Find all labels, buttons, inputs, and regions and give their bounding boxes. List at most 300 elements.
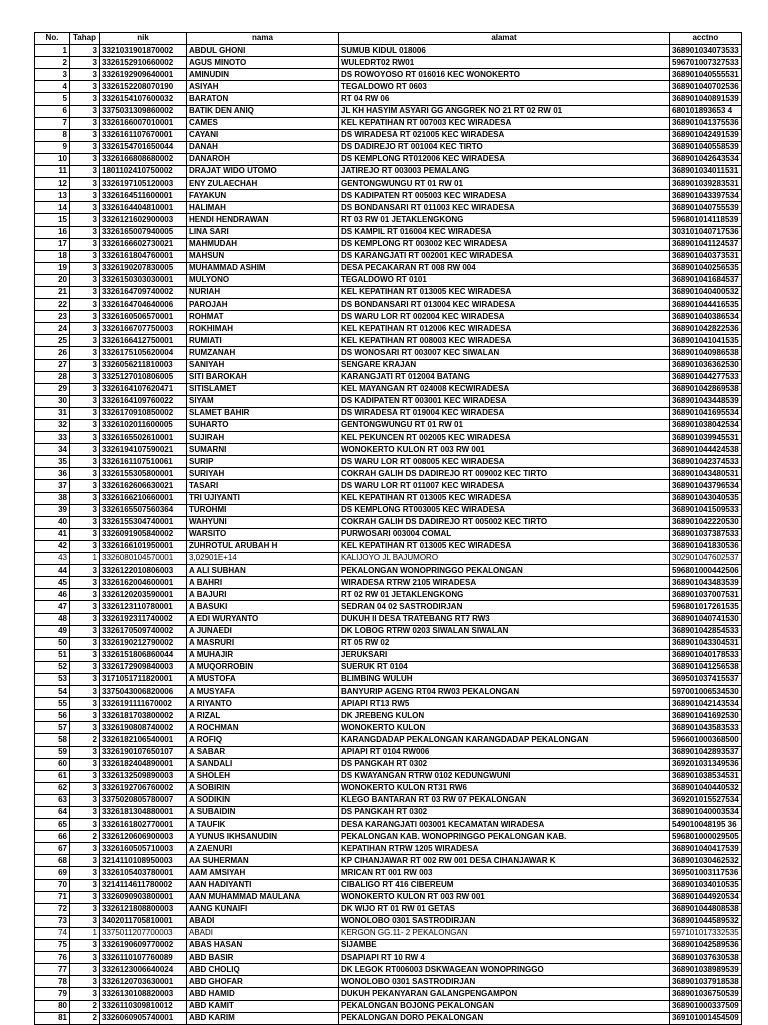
cell-acctno: 368901040256535	[670, 262, 742, 274]
cell-nik: 3326181703800002	[100, 710, 187, 722]
cell-alamat: DSAPIAPI RT 10 RW 4	[339, 952, 670, 964]
cell-nama: LINA SARI	[187, 226, 339, 238]
cell-acctno: 368901040417539	[670, 843, 742, 855]
cell-alamat: COKRAH GALIH DS DADIREJO RT 009002 KEC TIRTO	[339, 468, 670, 480]
cell-nik: 3326181304880001	[100, 807, 187, 819]
cell-acctno: 368901042822536	[670, 323, 742, 335]
cell-nama: ABD GHOFAR	[187, 976, 339, 988]
cell-acctno: 368901043040535	[670, 492, 742, 504]
cell-no: 65	[35, 819, 70, 831]
cell-nama: A SUBAIDIN	[187, 807, 339, 819]
cell-alamat: TEGALDOWO RT 0603	[339, 81, 670, 93]
cell-nama: SITI BAROKAH	[187, 371, 339, 383]
cell-alamat: KEL KEPATIHAN RT 008003 KEC WIRADESA	[339, 335, 670, 347]
cell-tahap: 3	[70, 976, 100, 988]
cell-nik: 3326132509890003	[100, 770, 187, 782]
cell-no: 47	[35, 601, 70, 613]
cell-no: 23	[35, 311, 70, 323]
cell-acctno: 368901042854533	[670, 625, 742, 637]
table-row	[35, 673, 742, 685]
cell-no: 8	[35, 129, 70, 141]
cell-nik: 3326197105120003	[100, 178, 187, 190]
cell-alamat: DK LEGOK RT006003 DSKWAGEAN WONOPRINGGO	[339, 964, 670, 976]
table-row	[35, 81, 742, 93]
beneficiary-table	[34, 32, 742, 1025]
cell-no: 71	[35, 891, 70, 903]
cell-nama: A SHOLEH	[187, 770, 339, 782]
cell-tahap: 3	[70, 262, 100, 274]
cell-nik: 3326190207830005	[100, 262, 187, 274]
cell-acctno: 303101040717536	[670, 226, 742, 238]
cell-alamat: DS WIRADESA RT 021005 KEC WIRADESA	[339, 129, 670, 141]
cell-nama: A JUNAEDI	[187, 625, 339, 637]
cell-nik: 3326165007940005	[100, 226, 187, 238]
cell-tahap: 3	[70, 383, 100, 395]
cell-tahap: 3	[70, 468, 100, 480]
cell-no: 38	[35, 492, 70, 504]
cell-nama: ABADI	[187, 927, 339, 939]
cell-acctno: 368901039945531	[670, 432, 742, 444]
cell-no: 46	[35, 589, 70, 601]
table-row	[35, 141, 742, 153]
cell-alamat: CIBALIGO RT 416 CIBEREUM	[339, 879, 670, 891]
table-row	[35, 698, 742, 710]
cell-nik: 3326102011600005	[100, 420, 187, 432]
table-row	[35, 734, 742, 746]
cell-alamat: DS BONDANSARI RT 013004 KEC WIRADESA	[339, 299, 670, 311]
cell-acctno: 596801000442506	[670, 565, 742, 577]
cell-tahap: 3	[70, 214, 100, 226]
table-row	[35, 867, 742, 879]
cell-nama: A SANDALI	[187, 758, 339, 770]
cell-tahap: 3	[70, 335, 100, 347]
cell-no: 2	[35, 57, 70, 69]
cell-nik: 3375031309860002	[100, 105, 187, 117]
cell-acctno: 368901041124537	[670, 238, 742, 250]
cell-tahap: 3	[70, 311, 100, 323]
cell-no: 30	[35, 395, 70, 407]
cell-nik: 3326166412750001	[100, 335, 187, 347]
cell-alamat: JERUKSARI	[339, 649, 670, 661]
cell-nama: A MASRURI	[187, 637, 339, 649]
cell-nik: 3326175105620004	[100, 347, 187, 359]
cell-nik: 3326150303030001	[100, 274, 187, 286]
cell-nik: 3326162606630021	[100, 480, 187, 492]
cell-nama: A BASUKI	[187, 601, 339, 613]
cell-no: 77	[35, 964, 70, 976]
table-row	[35, 456, 742, 468]
cell-nama: WARSITO	[187, 528, 339, 540]
cell-alamat: MRICAN RT 001 RW 003	[339, 867, 670, 879]
table-row	[35, 964, 742, 976]
cell-no: 5	[35, 93, 70, 105]
cell-alamat: APIAPI RT 0104 RW006	[339, 746, 670, 758]
cell-alamat: PEKALONGAN WONOPRINGGO PEKALONGAN	[339, 565, 670, 577]
cell-alamat: KEL KEPATIHAN RT 012006 KEC WIRADESA	[339, 323, 670, 335]
cell-acctno: 368901042589536	[670, 940, 742, 952]
cell-nik: 3326123110780001	[100, 601, 187, 613]
cell-tahap: 2	[70, 1000, 100, 1012]
cell-acctno: 368901036750539	[670, 988, 742, 1000]
cell-alamat: KEL MAYANGAN RT 024008 KECWIRADESA	[339, 383, 670, 395]
cell-nama: SITISLAMET	[187, 383, 339, 395]
table-row	[35, 625, 742, 637]
cell-nama: ABDUL GHONI	[187, 45, 339, 57]
cell-no: 76	[35, 952, 70, 964]
cell-nama: A ROFIQ	[187, 734, 339, 746]
cell-alamat: DS KADIPATEN RT 005003 KEC WIRADESA	[339, 190, 670, 202]
cell-no: 35	[35, 456, 70, 468]
table-row	[35, 819, 742, 831]
cell-tahap: 3	[70, 81, 100, 93]
table-row	[35, 395, 742, 407]
cell-alamat: DS KWAYANGAN RTRW 0102 KEDUNGWUNI	[339, 770, 670, 782]
cell-nik: 3326190609770002	[100, 940, 187, 952]
cell-nik: 3326154701650044	[100, 141, 187, 153]
cell-tahap: 3	[70, 807, 100, 819]
cell-acctno: 368901040755539	[670, 202, 742, 214]
cell-nama: SUMARNI	[187, 444, 339, 456]
cell-alamat: DS KEMPLONG RT012006 KEC WIRADESA	[339, 153, 670, 165]
header-nik: nik	[100, 33, 187, 45]
table-row	[35, 468, 742, 480]
table-row	[35, 504, 742, 516]
cell-alamat: BANYURIP AGENG RT04 RW03 PEKALONGAN	[339, 686, 670, 698]
cell-tahap: 3	[70, 988, 100, 1000]
cell-acctno: 368901043483539	[670, 577, 742, 589]
cell-tahap: 3	[70, 903, 100, 915]
cell-tahap: 3	[70, 226, 100, 238]
cell-alamat: DS DADIREJO RT 001004 KEC TIRTO	[339, 141, 670, 153]
cell-tahap: 3	[70, 420, 100, 432]
cell-tahap: 3	[70, 504, 100, 516]
cell-acctno: 368901043304531	[670, 637, 742, 649]
cell-acctno: 368901040440532	[670, 782, 742, 794]
cell-nik: 3326120606900003	[100, 831, 187, 843]
cell-no: 9	[35, 141, 70, 153]
header-tahap: Tahap	[70, 33, 100, 45]
cell-nama: A MUQORROBIN	[187, 661, 339, 673]
cell-no: 66	[35, 831, 70, 843]
cell-alamat: COKRAH GALIH DS DADIREJO RT 005002 KEC TIRTO	[339, 516, 670, 528]
cell-alamat: DS KADIPATEN RT 003001 KEC WIRADESA	[339, 395, 670, 407]
cell-tahap: 3	[70, 891, 100, 903]
cell-alamat: KLEGO BANTARAN RT 03 RW 07 PEKALONGAN	[339, 794, 670, 806]
cell-nama: TUROHMI	[187, 504, 339, 516]
cell-nik: 3375011207700003	[100, 927, 187, 939]
cell-nik: 3326110107760089	[100, 952, 187, 964]
table-row	[35, 903, 742, 915]
cell-alamat: DS WARU LOR RT 011007 KEC WIRADESA	[339, 480, 670, 492]
cell-acctno: 368901038989539	[670, 964, 742, 976]
header-no: No.	[35, 33, 70, 45]
cell-tahap: 3	[70, 661, 100, 673]
cell-no: 37	[35, 480, 70, 492]
cell-acctno: 368901037630538	[670, 952, 742, 964]
table-row	[35, 746, 742, 758]
cell-nik: 3326091905840002	[100, 528, 187, 540]
cell-nik: 3326160506570001	[100, 311, 187, 323]
cell-acctno: 368901041692530	[670, 710, 742, 722]
cell-nik: 3326166707750003	[100, 323, 187, 335]
cell-acctno: 368901034073533	[670, 45, 742, 57]
cell-nama: SUJIRAH	[187, 432, 339, 444]
cell-tahap: 3	[70, 843, 100, 855]
table-row	[35, 855, 742, 867]
cell-nik: 3326120703630001	[100, 976, 187, 988]
table-row	[35, 274, 742, 286]
cell-no: 78	[35, 976, 70, 988]
cell-nik: 3326151806860044	[100, 649, 187, 661]
table-row	[35, 601, 742, 613]
table-row	[35, 758, 742, 770]
cell-no: 43	[35, 553, 70, 565]
cell-nama: AMINUDIN	[187, 69, 339, 81]
cell-alamat: KEL KEPATIHAN RT 013005 KEC WIRADESA	[339, 492, 670, 504]
cell-nik: 3326155305800001	[100, 468, 187, 480]
cell-tahap: 3	[70, 190, 100, 202]
cell-alamat: BLIMBING WULUH	[339, 673, 670, 685]
cell-tahap: 3	[70, 528, 100, 540]
cell-acctno: 368901030462532	[670, 855, 742, 867]
cell-alamat: DS KARANGJATI RT 002001 KEC WIRADESA	[339, 250, 670, 262]
cell-alamat: WONOKERTO KULON RT31 RW6	[339, 782, 670, 794]
cell-nama: ASIYAH	[187, 81, 339, 93]
table-row	[35, 250, 742, 262]
cell-nama: ENY ZULAECHAH	[187, 178, 339, 190]
table-row	[35, 613, 742, 625]
cell-no: 60	[35, 758, 70, 770]
cell-acctno: 368901040558539	[670, 141, 742, 153]
cell-nama: RUMIATI	[187, 335, 339, 347]
cell-acctno: 368901040386534	[670, 311, 742, 323]
cell-tahap: 3	[70, 758, 100, 770]
cell-no: 32	[35, 420, 70, 432]
cell-no: 51	[35, 649, 70, 661]
cell-tahap: 3	[70, 45, 100, 57]
cell-alamat: DS WIRADESA RT 019004 KEC WIRADESA	[339, 407, 670, 419]
cell-alamat: KARANGDADAP PEKALONGAN KARANGDADAP PEKALONGAN	[339, 734, 670, 746]
cell-nik: 3326170910850002	[100, 407, 187, 419]
cell-tahap: 3	[70, 238, 100, 250]
cell-alamat: RT 02 RW 01 JETAKLENGKONG	[339, 589, 670, 601]
cell-no: 69	[35, 867, 70, 879]
cell-no: 40	[35, 516, 70, 528]
cell-nik: 3326166007010001	[100, 117, 187, 129]
cell-acctno: 680101893653 4	[670, 105, 742, 117]
cell-alamat: DS PANGKAH RT 0302	[339, 758, 670, 770]
table-row	[35, 516, 742, 528]
cell-tahap: 3	[70, 686, 100, 698]
cell-nik: 3326190808740002	[100, 722, 187, 734]
cell-alamat: DESA PECAKARAN RT 008 RW 004	[339, 262, 670, 274]
table-row	[35, 153, 742, 165]
cell-acctno: 549010048195 36	[670, 819, 742, 831]
cell-nama: MAHMUDAH	[187, 238, 339, 250]
cell-tahap: 3	[70, 274, 100, 286]
cell-nik: 3325127010806005	[100, 371, 187, 383]
cell-acctno: 368901041041535	[670, 335, 742, 347]
table-row	[35, 178, 742, 190]
cell-nik: 3326170509740002	[100, 625, 187, 637]
cell-nik: 3326166101950001	[100, 540, 187, 552]
cell-no: 17	[35, 238, 70, 250]
cell-no: 74	[35, 927, 70, 939]
cell-acctno: 368901040702536	[670, 81, 742, 93]
cell-alamat: DS KEMPLONG RT 003002 KEC WIRADESA	[339, 238, 670, 250]
cell-acctno: 368901043397534	[670, 190, 742, 202]
cell-nama: SLAMET BAHIR	[187, 407, 339, 419]
cell-nama: FAYAKUN	[187, 190, 339, 202]
cell-acctno: 368901041695534	[670, 407, 742, 419]
cell-alamat: DS PANGKAH RT 0302	[339, 807, 670, 819]
cell-tahap: 3	[70, 782, 100, 794]
table-row	[35, 988, 742, 1000]
cell-tahap: 3	[70, 565, 100, 577]
cell-no: 7	[35, 117, 70, 129]
cell-no: 63	[35, 794, 70, 806]
cell-alamat: SIJAMBE	[339, 940, 670, 952]
cell-tahap: 3	[70, 637, 100, 649]
cell-nama: RUMZANAH	[187, 347, 339, 359]
cell-alamat: DS KAMPIL RT 016004 KEC WIRADESA	[339, 226, 670, 238]
cell-no: 80	[35, 1000, 70, 1012]
table-row	[35, 940, 742, 952]
cell-tahap: 2	[70, 734, 100, 746]
cell-nik: 3326164107620471	[100, 383, 187, 395]
cell-acctno: 368901040178533	[670, 649, 742, 661]
cell-no: 57	[35, 722, 70, 734]
cell-nama: A BAHRI	[187, 577, 339, 589]
cell-nama: A EDI WURYANTO	[187, 613, 339, 625]
table-row	[35, 335, 742, 347]
cell-tahap: 3	[70, 613, 100, 625]
cell-no: 26	[35, 347, 70, 359]
table-row	[35, 166, 742, 178]
cell-tahap: 3	[70, 444, 100, 456]
cell-tahap: 1	[70, 553, 100, 565]
cell-no: 36	[35, 468, 70, 480]
cell-acctno: 368901040400532	[670, 286, 742, 298]
cell-tahap: 3	[70, 794, 100, 806]
cell-nik: 3326192311740002	[100, 613, 187, 625]
cell-nama: A ALI SUBHAN	[187, 565, 339, 577]
cell-acctno: 368901039283531	[670, 178, 742, 190]
cell-no: 56	[35, 710, 70, 722]
table-row	[35, 311, 742, 323]
header-acctno: acctno	[670, 33, 742, 45]
cell-alamat: KERGON GG.11- 2 PEKALONGAN	[339, 927, 670, 939]
cell-nik: 3326164109760022	[100, 395, 187, 407]
table-row	[35, 238, 742, 250]
cell-acctno: 369101001454509	[670, 1012, 742, 1024]
cell-acctno: 368901040555531	[670, 69, 742, 81]
table-row	[35, 105, 742, 117]
cell-nik: 3326060905740001	[100, 1012, 187, 1024]
cell-nama: AGUS MINOTO	[187, 57, 339, 69]
cell-nama: BATIK DEN ANIQ	[187, 105, 339, 117]
cell-nik: 3326130108820003	[100, 988, 187, 1000]
table-row	[35, 1012, 742, 1024]
cell-alamat: GENTONGWUNGU RT 01 RW 01	[339, 178, 670, 190]
cell-nama: SANIYAH	[187, 359, 339, 371]
cell-nik: 3326182106540001	[100, 734, 187, 746]
cell-nama: CAMES	[187, 117, 339, 129]
cell-tahap: 3	[70, 673, 100, 685]
table-row	[35, 492, 742, 504]
cell-no: 22	[35, 299, 70, 311]
cell-nama: 3,02901E+14	[187, 553, 339, 565]
cell-tahap: 3	[70, 347, 100, 359]
table-row	[35, 323, 742, 335]
cell-acctno: 368901042491539	[670, 129, 742, 141]
cell-tahap: 3	[70, 371, 100, 383]
table-row	[35, 117, 742, 129]
cell-no: 18	[35, 250, 70, 262]
cell-nama: AAN HADIYANTI	[187, 879, 339, 891]
cell-alamat: KP CIHANJAWAR RT 002 RW 001 DESA CIHANJAWAR K	[339, 855, 670, 867]
cell-tahap: 3	[70, 117, 100, 129]
cell-alamat: SUMUB KIDUL 018006	[339, 45, 670, 57]
table-row	[35, 480, 742, 492]
cell-nama: PAROJAH	[187, 299, 339, 311]
cell-no: 67	[35, 843, 70, 855]
cell-tahap: 3	[70, 492, 100, 504]
cell-no: 81	[35, 1012, 70, 1024]
cell-nik: 3375043006820006	[100, 686, 187, 698]
cell-nama: ABD KAMIT	[187, 1000, 339, 1012]
cell-nik: 3326165502610001	[100, 432, 187, 444]
cell-nama: CAYANI	[187, 129, 339, 141]
cell-no: 34	[35, 444, 70, 456]
table-row	[35, 371, 742, 383]
cell-acctno: 368901042374533	[670, 456, 742, 468]
cell-tahap: 3	[70, 456, 100, 468]
table-row	[35, 69, 742, 81]
cell-alamat: RT 04 RW 06	[339, 93, 670, 105]
cell-no: 27	[35, 359, 70, 371]
cell-tahap: 3	[70, 819, 100, 831]
cell-alamat: DUKUH PEKANYARAN GALANGPENGAMPON	[339, 988, 670, 1000]
cell-acctno: 368901040741530	[670, 613, 742, 625]
cell-tahap: 3	[70, 395, 100, 407]
cell-no: 79	[35, 988, 70, 1000]
cell-alamat: GENTONGWUNGU RT 01 RW 01	[339, 420, 670, 432]
cell-nama: ABADI	[187, 915, 339, 927]
cell-nik: 3321031901870002	[100, 45, 187, 57]
cell-nama: SURIYAH	[187, 468, 339, 480]
cell-nik: 3326164404810001	[100, 202, 187, 214]
cell-nik: 3214114611780002	[100, 879, 187, 891]
cell-no: 15	[35, 214, 70, 226]
cell-nama: A MUSTOFA	[187, 673, 339, 685]
cell-tahap: 3	[70, 698, 100, 710]
table-row	[35, 202, 742, 214]
cell-acctno: 368901043796534	[670, 480, 742, 492]
cell-no: 6	[35, 105, 70, 117]
cell-tahap: 3	[70, 202, 100, 214]
table-row	[35, 722, 742, 734]
cell-tahap: 3	[70, 855, 100, 867]
cell-tahap: 3	[70, 577, 100, 589]
cell-alamat: KEL KEPATIHAN RT 013005 KEC WIRADESA	[339, 540, 670, 552]
cell-alamat: DS ROWOYOSO RT 016016 KEC WONOKERTO	[339, 69, 670, 81]
cell-no: 33	[35, 432, 70, 444]
cell-nama: BARATON	[187, 93, 339, 105]
cell-acctno: 368901041256538	[670, 661, 742, 673]
cell-alamat: SENGARE KRAJAN	[339, 359, 670, 371]
cell-nama: ABAS HASAN	[187, 940, 339, 952]
